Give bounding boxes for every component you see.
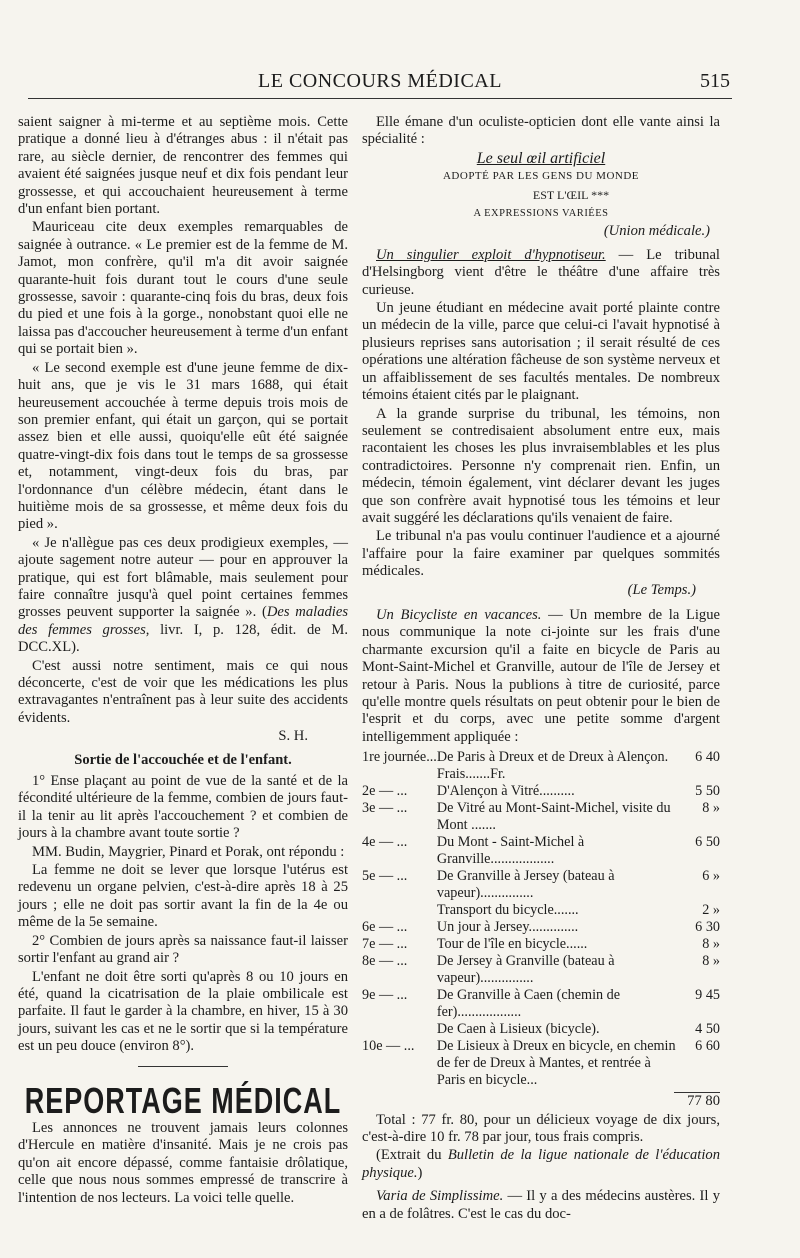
- page-header: [30, 70, 730, 94]
- page-number: 515: [700, 70, 730, 92]
- expense-day: 9e — ...: [362, 987, 408, 1004]
- expense-row: [362, 953, 720, 987]
- expense-row: [362, 749, 720, 783]
- paragraph: Elle émane d'un oculiste-opticien dont elle vante ainsi la spécialité :: [362, 114, 720, 148]
- expense-text: De Jersey à Granville (bateau à vapeur)...............: [436, 953, 615, 987]
- expense-day: 5e — ...: [362, 868, 408, 885]
- expense-text: De Paris à Dreux et de Dreux à Alençon. Frais.......Fr.: [436, 749, 669, 783]
- text-run: — Le tribunal d'Helsingborg vient d'être le théâtre d'une affaire très curieuse.: [362, 246, 720, 298]
- expense-day: 3e — ...: [362, 800, 408, 817]
- paragraph: 1° Ense plaçant au point de vue de la santé et de la fécondité ultérieure de la femme, combien de jours faut-il la tenir au lit après l'accouchement ? et combien de jours à la chambre avant toute sortie ?: [18, 773, 348, 842]
- article-source: (Le Temps.): [627, 581, 696, 598]
- expense-day: 10e — ...: [362, 1038, 415, 1055]
- expense-price: 8 »: [702, 936, 720, 953]
- expense-row: [362, 834, 720, 868]
- paragraph: saient saigner à mi-terme et au septième mois. Cette pratique a donné lieu à d'étranges abus : il n'était pas rare, au siècle dernier, de rencontrer des femmes qui avaient été saignées jusque neuf et dix fois pendant leur grossesse, et qui accouchaient heureusement à terme d'un enfant bien portant.: [18, 114, 348, 218]
- article-title: Un singulier exploit d'hypnotiseur.: [376, 246, 606, 263]
- expense-row: [362, 783, 720, 800]
- paragraph: Total : 77 fr. 80, pour un délicieux voyage de dix jours, c'est-à-dire 10 fr. 78 par jour, tous frais compris.: [362, 1111, 720, 1146]
- expense-price: 6 40: [695, 749, 720, 766]
- paragraph: C'est aussi notre sentiment, mais ce qui nous déconcerte, c'est de voir que les médications les plus extravagantes n'entraînent pas à leur suite des accidents évidents.: [18, 657, 348, 726]
- expense-price: 6 60: [695, 1038, 720, 1055]
- expense-day: 8e — ...: [362, 953, 408, 970]
- ad-line: EST L'ŒIL ***: [532, 187, 610, 202]
- paragraph: [362, 1147, 720, 1182]
- expense-price: 8 »: [702, 800, 720, 817]
- expense-day: [362, 902, 437, 919]
- article-title: Un Bicycliste en vacances.: [376, 606, 542, 623]
- text-run: , livr. I, p. 128, édit. de M. DCC.XL).: [18, 621, 348, 656]
- paragraph: « Le second exemple est d'une jeune femme de dix-huit ans, que je vis le 31 mars 1688, qui était heureusement accouchée à terme depuis trois mois de son premier enfant, qui était un garçon, qui se portait assez bien et elle aussi, quoiqu'elle eût été saignée quatre-vingt-dix fois dans tout le temps de sa grossesse et, notamment, vingt-deux fois du bras, par l'ordonnance d'un célèbre médecin, étant dans le huitième mois de sa grossesse, et même deux fois du pied ».: [18, 359, 348, 533]
- expense-text: Un jour à Jersey..............: [436, 919, 579, 936]
- expense-text: Transport du bicycle.......: [436, 902, 579, 919]
- text-run: « Je n'allègue pas ces deux prodigieux exemples, — ajoute sagement notre auteur — pour en approuver la pratique, qui est fort blâmable, mais seulement pour faire connaître jusqu'à quel point certaines femmes grosses peuvent supporter la saignée ». (: [18, 534, 348, 621]
- text-run: — Un membre de la Ligue nous communique la note ci-jointe sur les frais d'une charmante excursion qu'il a faite en bicycle de Paris au Mont-Saint-Michel et Granville, autour de l'île de Jersey et retour à Paris. Nous la publions à titre de curiosité, parce qu'elle montre quels résultats on peut obtenir pour le bien de l'esprit et du corps, avec une petite somme d'argent intelligemment appliquée :: [362, 606, 721, 745]
- expense-row: [362, 868, 720, 902]
- expense-price: 8 »: [702, 953, 720, 970]
- bulletin-title: Bulletin de la ligue nationale de l'éducation physique.: [362, 1147, 720, 1181]
- expense-row: [362, 800, 720, 834]
- paragraph: Un jeune étudiant en médecine avait porté plainte contre un médecin de la ville, parce que celui-ci l'avait hypnotisé à plusieurs reprises sans autorisation ; il serait résulté de ces opérations une altération fâcheuse de son système nerveux et un affaiblissement de ses facultés mentales. De nombreux témoins étaient cités par le plaignant.: [362, 300, 720, 404]
- expense-price: 6 30: [695, 919, 720, 936]
- paragraph: L'enfant ne doit être sorti qu'après 8 ou 10 jours en été, quand la cicatrisation de la plaie ombilicale est parfaite. Il faut le garder à la chambre, en hiver, 15 à 30 jours, suivant les cas et ne le sortir que si la température est un peu douce (environ 8°).: [18, 968, 348, 1055]
- paragraph: [362, 247, 720, 299]
- expense-price: 5 50: [695, 783, 720, 800]
- expense-price: 6 »: [702, 868, 720, 885]
- journal-title: LE CONCOURS MÉDICAL: [258, 70, 502, 92]
- paragraph: Le tribunal n'a pas voulu continuer l'audience et a ajourné l'affaire pour la faire examiner par quelques sommités médicales.: [362, 528, 720, 580]
- text-run: — Il y a des médecins austères. Il y en a de folâtres. C'est le cas du doc-: [362, 1188, 720, 1222]
- ad-line: Le seul œil artificiel: [476, 149, 606, 167]
- expense-row: [362, 936, 720, 953]
- ad-source: (Union médicale.): [603, 223, 710, 240]
- ad-line: ADOPTÉ PAR LES GENS DU MONDE: [442, 170, 640, 183]
- expense-text: De Caen à Lisieux (bicycle).: [436, 1021, 600, 1038]
- expense-day: [362, 1021, 437, 1038]
- expense-table: [362, 749, 720, 1089]
- header-rule: [28, 98, 732, 99]
- expense-day: 7e — ...: [362, 936, 408, 953]
- total-value: 77 80: [674, 1092, 720, 1110]
- expense-row: [362, 919, 720, 936]
- expense-day: 2e — ...: [362, 783, 408, 800]
- expense-row: [362, 1021, 720, 1038]
- paragraph: [362, 1188, 720, 1223]
- expense-text: Du Mont - Saint-Michel à Granville..................: [436, 834, 585, 868]
- section-divider: [138, 1066, 228, 1067]
- expense-text: De Vitré au Mont-Saint-Michel, visite du Mont .......: [436, 800, 671, 834]
- expense-row: [362, 902, 720, 919]
- section-heading: REPORTAGE MÉDICAL: [24, 1080, 342, 1121]
- section-title: Sortie de l'accouchée et de l'enfant.: [74, 751, 292, 768]
- right-column: [362, 114, 720, 1224]
- expense-text: De Granville à Caen (chemin de fer)..................: [436, 987, 621, 1021]
- expense-row: [362, 987, 720, 1021]
- expense-day: 4e — ...: [362, 834, 408, 851]
- book-title: Des maladies des femmes grosses: [18, 604, 348, 638]
- expense-row: [362, 1038, 720, 1089]
- paragraph: Mauriceau cite deux exemples remarquables de saignée à outrance. « Le premier est de la femme de M. Jamot, mon confrère, qu'il m'a dit avoir saignée quarante-huit fois durant tout le cours d'une seule grossesse, savoir : quarante-cinq fois du bras, deux fois du pied et une fois à la gorge., nonobstant quoi elle ne laissa pas d'accoucher heureusement à terme d'un enfant qui se portait bien ».: [18, 219, 348, 358]
- paragraph: [18, 535, 348, 657]
- expense-price: 9 45: [695, 987, 720, 1004]
- paragraph: [362, 607, 720, 746]
- expense-price: 4 50: [695, 1021, 720, 1038]
- expense-text: Tour de l'île en bicycle......: [436, 936, 588, 953]
- expense-price: 6 50: [695, 834, 720, 851]
- paragraph: 2° Combien de jours après sa naissance faut-il laisser sortir l'enfant au grand air ?: [18, 932, 348, 967]
- expense-price: 2 »: [702, 902, 720, 919]
- text-run: (Extrait du: [376, 1147, 448, 1164]
- expense-day: 1re journée...: [362, 749, 437, 766]
- paragraph: A la grande surprise du tribunal, les témoins, non seulement se contredisaient absolument entre eux, mais racontaient les choses les plus invraisemblables et les plus contradictoires. Personne n'y comprenait rien. Enfin, un médecin, témoin également, vint déclarer devant les juges que son confrère avait hypnotisé tous les témoins et leur avait suggéré les déclarations qu'ils venaient de faire.: [362, 405, 720, 526]
- expense-text: D'Alençon à Vitré..........: [436, 783, 575, 800]
- paragraph: MM. Budin, Maygrier, Pinard et Porak, ont répondu :: [32, 843, 345, 860]
- expense-text: De Granville à Jersey (bateau à vapeur)...............: [436, 868, 615, 902]
- expense-day: 6e — ...: [362, 919, 408, 936]
- left-column: [18, 114, 348, 1208]
- article-title: Varia de Simplissime.: [376, 1188, 504, 1205]
- ad-line: A EXPRESSIONS VARIÉES: [473, 208, 609, 220]
- signature: S. H.: [278, 728, 308, 745]
- paragraph: La femme ne doit se lever que lorsque l'utérus est redevenu un organe pelvien, c'est-à-dire après 18 à 25 jours ; elle ne doit pas sortir avant la fin de la 4e ou même de la 5e semaine.: [18, 862, 348, 931]
- expense-text: De Lisieux à Dreux en bicycle, en chemin de fer de Dreux à Mantes, et rentrée à Paris en bicycle...: [436, 1038, 676, 1089]
- paragraph: Les annonces ne trouvent jamais leurs colonnes d'Hercule en matière d'insanité. Mais je ne crois pas qu'on ait encore dépassé, comme fantaisie drôlatique, celle que nous nous sommes empressé de transcrire à l'intention de nos lecteurs. La voici telle quelle.: [18, 1119, 348, 1206]
- text-run: ): [417, 1164, 423, 1181]
